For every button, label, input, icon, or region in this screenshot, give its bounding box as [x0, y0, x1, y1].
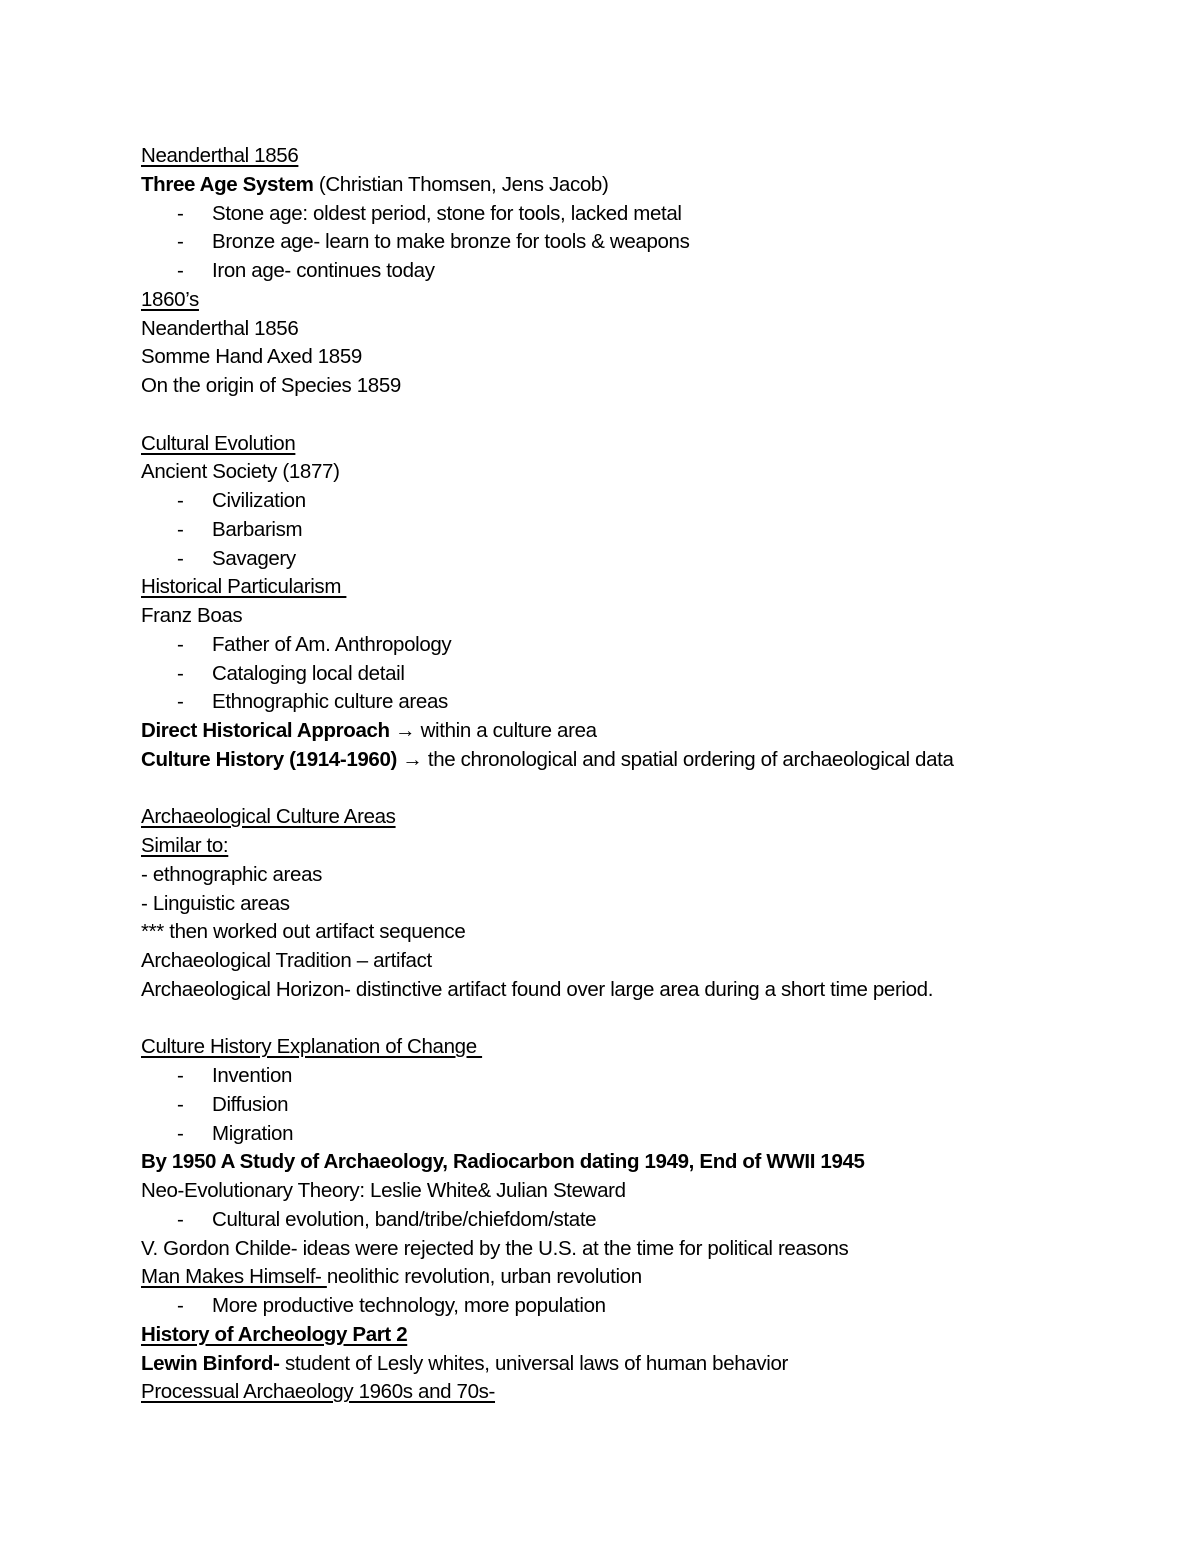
bullet-dash: - [177, 1121, 184, 1145]
heading-historical-particularism: Historical Particularism [141, 575, 347, 599]
bullet-text: Migration [212, 1121, 294, 1145]
bullet-item [141, 228, 1141, 257]
bullet-text: Cataloging local detail [212, 661, 405, 685]
bullet-item [141, 1091, 1141, 1120]
lewin-binford-label: Lewin Binford- [141, 1351, 280, 1375]
bullet-text: Father of Am. Anthropology [212, 632, 452, 656]
bullet-text: Cultural evolution, band/tribe/chiefdom/state [212, 1207, 597, 1231]
bullet-text: Barbarism [212, 517, 303, 541]
bullet-text: Diffusion [212, 1092, 289, 1116]
heading-processual-archaeology: Processual Archaeology 1960s and 70s- [141, 1380, 496, 1404]
bullet-item [141, 688, 1141, 717]
heading-cultural-evolution: Cultural Evolution [141, 431, 296, 455]
direct-historical-approach-line [141, 717, 1141, 746]
direct-historical-approach-label: Direct Historical Approach [141, 719, 396, 742]
heading-history-part-2: History of Archeology Part 2 [141, 1322, 408, 1346]
blank-line [141, 775, 1141, 804]
bullet-dash: - [177, 230, 184, 254]
text-line: - ethnographic areas [141, 862, 323, 886]
bullet-dash: - [177, 201, 184, 225]
culture-history-line [141, 746, 1141, 775]
culture-history-text: the chronological and spatial ordering of archaeological data [422, 747, 954, 771]
heading-archaeological-culture-areas: Archaeological Culture Areas [141, 805, 396, 829]
bullet-dash: - [177, 632, 184, 656]
bullet-item [141, 660, 1141, 689]
culture-history-label: Culture History (1914-1960) [141, 747, 403, 771]
bullet-dash: - [177, 1092, 184, 1116]
text-line: Neanderthal 1856 [141, 316, 299, 340]
bullet-dash: - [177, 259, 184, 282]
bullet-item [141, 1292, 1141, 1321]
bullet-item [141, 257, 1141, 286]
three-age-system-label: Three Age System [141, 172, 314, 196]
bullet-item [141, 1120, 1141, 1149]
bold-line-1950: By 1950 A Study of Archaeology, Radiocarbon dating 1949, End of WWII 1945 [141, 1150, 865, 1174]
text-line: On the origin of Species 1859 [141, 374, 401, 397]
bullet-text: Ethnographic culture areas [212, 690, 448, 714]
bullet-dash: - [177, 489, 184, 512]
bullet-dash: - [177, 1207, 184, 1231]
bullet-text: Invention [212, 1064, 293, 1087]
bullet-dash: - [177, 517, 184, 541]
text-line: Archaeological Tradition – artifact [141, 949, 432, 972]
man-makes-himself-line [141, 1263, 1141, 1292]
lewin-binford-text: student of Lesly whites, universal laws of human behavior [279, 1351, 789, 1375]
bullet-dash: - [177, 1294, 184, 1317]
bullet-item [141, 516, 1141, 545]
three-age-system-authors: (Christian Thomsen, Jens Jacob) [313, 172, 609, 196]
heading-culture-history-explanation: Culture History Explanation of Change [141, 1035, 483, 1059]
bullet-dash: - [177, 661, 184, 685]
bullet-item [141, 1206, 1141, 1235]
arrow-icon: → [395, 719, 416, 742]
bullet-text: Stone age: oldest period, stone for tools, lacked metal [212, 201, 682, 225]
bullet-text: Savagery [212, 546, 296, 570]
bullet-dash: - [177, 1064, 184, 1087]
bullet-item [141, 487, 1141, 516]
bullet-item [141, 545, 1141, 574]
heading-similar-to: Similar to: [141, 834, 229, 857]
text-line: Somme Hand Axed 1859 [141, 345, 362, 369]
bullet-dash: - [177, 546, 184, 570]
lewin-binford-line [141, 1350, 1141, 1379]
bullet-item [141, 631, 1141, 660]
text-line: *** then worked out artifact sequence [141, 920, 466, 944]
bullet-item [141, 1062, 1141, 1091]
man-makes-himself-text: neolithic revolution, urban revolution [326, 1265, 642, 1289]
blank-line [141, 401, 1141, 430]
bullet-text: Iron age- continues today [212, 259, 435, 282]
bullet-dash: - [177, 690, 184, 714]
notes-body [141, 142, 1141, 1407]
bullet-text: More productive technology, more population [212, 1294, 606, 1317]
text-line: Ancient Society (1877) [141, 460, 340, 484]
bullet-text: Civilization [212, 489, 306, 512]
heading-1860s: 1860’s [141, 287, 199, 311]
text-line: Neo-Evolutionary Theory: Leslie White& Julian Steward [141, 1179, 626, 1202]
text-line: Archaeological Horizon- distinctive artifact found over large area during a short time period. [141, 977, 934, 1001]
bullet-item [141, 200, 1141, 229]
man-makes-himself-title: Man Makes Himself- [141, 1265, 327, 1289]
text-line: Franz Boas [141, 604, 243, 627]
direct-historical-approach-text: within a culture area [415, 719, 597, 742]
heading-neanderthal: Neanderthal 1856 [141, 144, 299, 167]
text-line: V. Gordon Childe- ideas were rejected by the U.S. at the time for political reasons [141, 1236, 849, 1260]
bullet-text: Bronze age- learn to make bronze for tools & weapons [212, 230, 690, 254]
blank-line [141, 1005, 1141, 1034]
text-line: - Linguistic areas [141, 891, 290, 915]
three-age-system-line [141, 171, 1141, 200]
arrow-icon: → [402, 747, 423, 771]
